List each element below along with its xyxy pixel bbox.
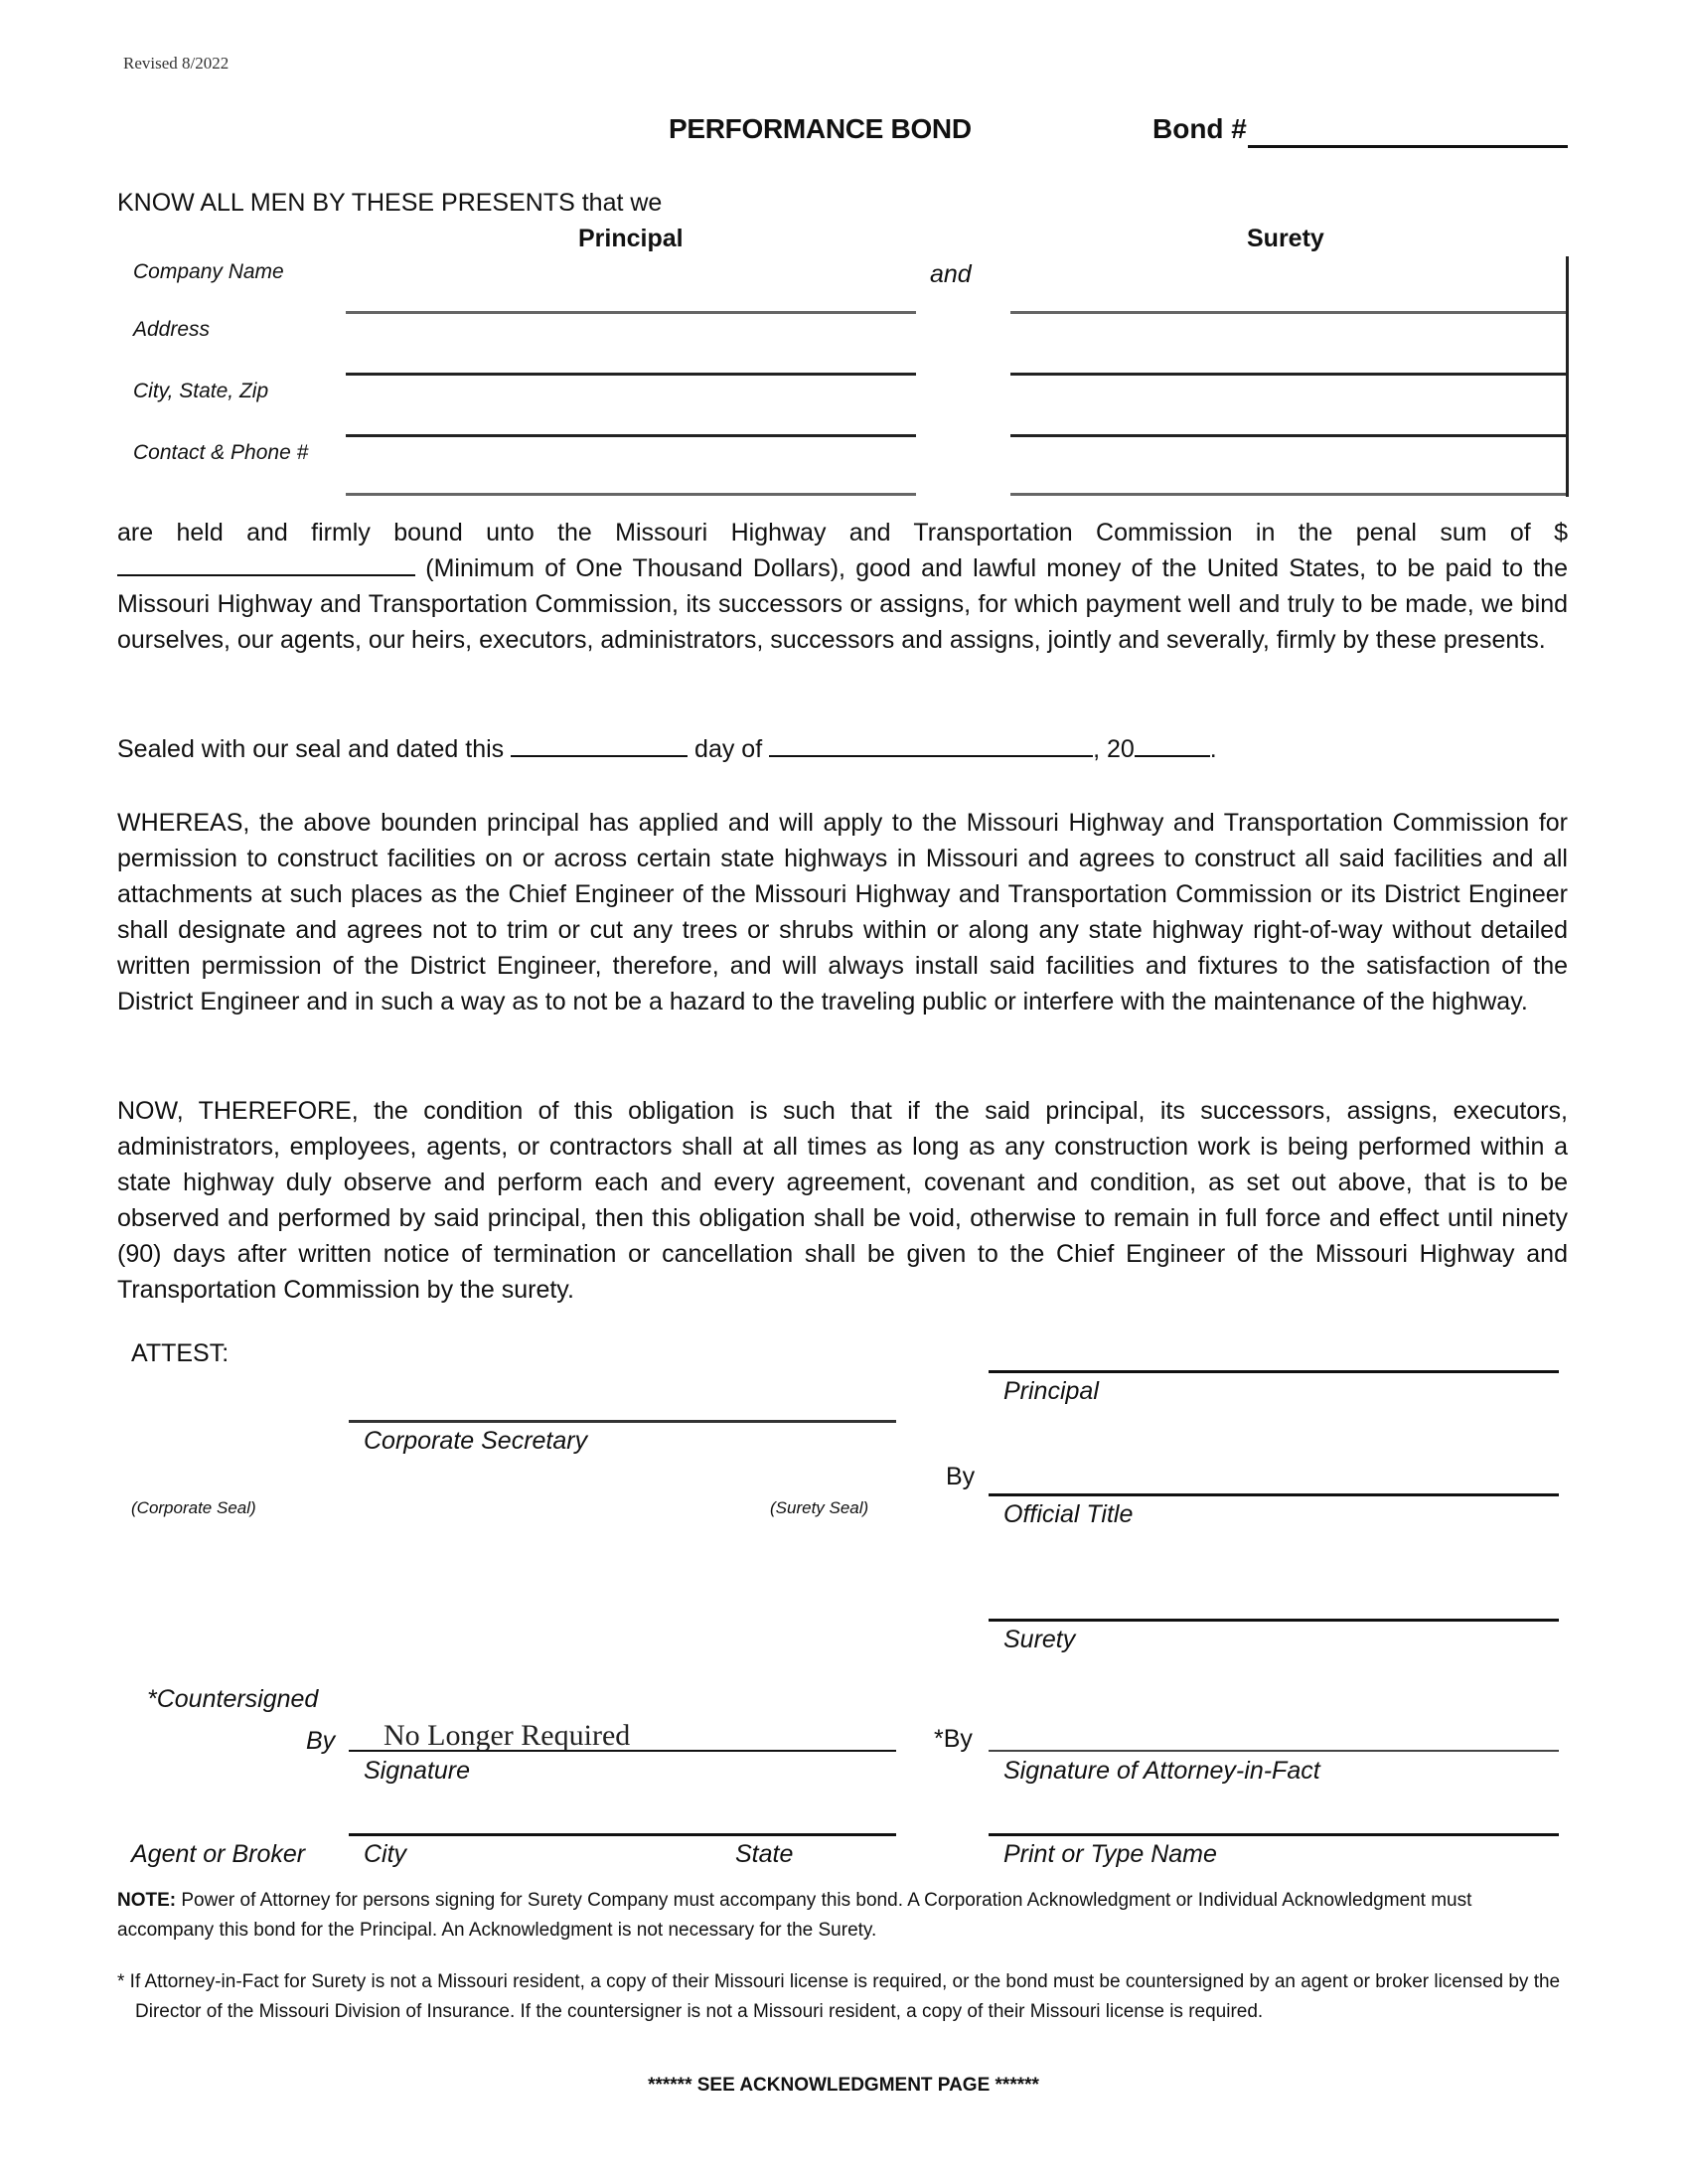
company-name-label: Company Name	[133, 260, 284, 283]
now-therefore-paragraph: NOW, THEREFORE, the condition of this obligation is such that if the said principal, its successors, assigns, executors, administrators, employees, agents, or contractors shall at all times as long as any construction work is being performed within a state highway duly observe and perform each and every agreement, covenant and condition, as set out above, that is to be observed and performed by said principal, then this obligation shall be void, otherwise to remain in full force and effect until ninety (90) days after written notice of termination or cancellation shall be given to the Chief Engineer of the Missouri Highway and Transportation Commission by the surety.	[117, 1097, 1568, 1304]
official-title-caption: Official Title	[1003, 1500, 1134, 1528]
whereas-paragraph: WHEREAS, the above bounden principal has applied and will apply to the Missouri Highway and Transportation Commission for permission to construct facilities on or across certain state highways in Missouri and agrees to construct all said facilities and all attachments at such places as the Chief Engineer of the Missouri Highway and Transportation Commission or its District Engineer shall designate and agrees not to trim or cut any trees or shrubs within or along any state highway right-of-way without detailed written permission of the District Engineer, therefore, and will always install said facilities and fixtures to the satisfaction of the District Engineer and in such a way as to not be a hazard to the traveling public or interfere with the maintenance of the highway.	[117, 809, 1568, 1015]
print-name-caption: Print or Type Name	[1003, 1840, 1217, 1868]
note-label: NOTE:	[117, 1890, 177, 1911]
agent-or-broker-label: Agent or Broker	[131, 1840, 306, 1868]
by-label: By	[946, 1463, 976, 1490]
sealed-day-field[interactable]	[511, 733, 688, 757]
page-title: PERFORMANCE BOND	[669, 113, 972, 144]
sealed-date-line	[117, 733, 1217, 764]
countersigned-by-label: By	[306, 1727, 336, 1755]
attest-label: ATTEST:	[131, 1339, 230, 1367]
year-prefix-text: , 20	[1093, 735, 1135, 763]
surety-caption: Surety	[1003, 1626, 1076, 1653]
intro-text: KNOW ALL MEN BY THESE PRESENTS that we	[117, 189, 663, 217]
address-label: Address	[133, 318, 211, 341]
surety-city-state-zip-field[interactable]	[1010, 434, 1568, 437]
and-label: and	[930, 260, 972, 288]
corporate-seal-label: (Corporate Seal)	[131, 1498, 256, 1517]
attorney-by-label: *By	[934, 1725, 973, 1753]
print-name-field[interactable]	[989, 1833, 1559, 1836]
signature-caption: Signature	[364, 1757, 471, 1785]
principal-address-field[interactable]	[346, 373, 916, 376]
note-paragraph	[117, 1886, 1548, 1946]
countersigned-label: *Countersigned	[147, 1685, 319, 1713]
official-signature-field[interactable]	[989, 1493, 1559, 1496]
principal-signature-field[interactable]	[989, 1370, 1559, 1373]
penal-sum-text-after: (Minimum of One Thousand Dollars), good and lawful money of the United States, to be paid to the Missouri Highway and Transportation Commission, its successors or assigns, for which payment well and truly to be made, we bind ourselves, our agents, our heirs, executors, administrators, successors and assigns, jointly and severally, firmly by these presents.	[117, 554, 1568, 654]
sealed-month-field[interactable]	[769, 733, 1093, 757]
principal-contact-phone-field[interactable]	[346, 493, 916, 496]
revision-date: Revised 8/2022	[123, 54, 230, 73]
footnote-paragraph: * If Attorney-in-Fact for Surety is not a Missouri resident, a copy of their Missouri license is required, or the bond must be countersigned by an agent or broker licensed by the Director of the Missouri Division of Insurance. If the countersigner is not a Missouri resident, a copy of their Missouri license is required.	[117, 1971, 1561, 2022]
principal-company-name-field[interactable]	[346, 311, 916, 314]
city-caption: City	[364, 1840, 407, 1868]
countersigned-signature-value[interactable]: No Longer Required	[383, 1719, 631, 1752]
day-of-text: day of	[688, 735, 770, 763]
see-acknowledgment-page: ****** SEE ACKNOWLEDGMENT PAGE ******	[648, 2075, 1039, 2096]
surety-heading: Surety	[1247, 225, 1324, 252]
state-caption: State	[735, 1840, 794, 1868]
countersigned-signature-line[interactable]	[349, 1750, 896, 1752]
note-text: Power of Attorney for persons signing for Surety Company must accompany this bond. A Corporation Acknowledgment or Individual Acknowledgment must accompany this bond for the Principal. An Acknowledgment is not necessary for the Surety.	[117, 1890, 1472, 1941]
principal-caption: Principal	[1003, 1377, 1099, 1405]
principal-city-state-zip-field[interactable]	[346, 434, 916, 437]
corporate-secretary-caption: Corporate Secretary	[364, 1427, 588, 1455]
attorney-in-fact-signature-field[interactable]	[989, 1750, 1559, 1752]
table-right-border	[1566, 256, 1569, 497]
penal-sum-paragraph	[117, 515, 1568, 658]
city-state-zip-label: City, State, Zip	[133, 380, 269, 402]
penal-sum-amount-field[interactable]	[117, 552, 415, 576]
bond-number-label: Bond #	[1152, 113, 1247, 144]
sealed-text: Sealed with our seal and dated this	[117, 735, 512, 763]
surety-company-name-field[interactable]	[1010, 311, 1568, 314]
agent-city-state-field[interactable]	[349, 1833, 896, 1836]
surety-contact-phone-field[interactable]	[1010, 493, 1568, 496]
corporate-secretary-signature-field[interactable]	[349, 1420, 896, 1423]
period-text: .	[1209, 735, 1217, 763]
principal-heading: Principal	[578, 225, 684, 252]
contact-phone-label: Contact & Phone #	[133, 441, 309, 464]
attorney-in-fact-caption: Signature of Attorney-in-Fact	[1003, 1757, 1320, 1785]
sealed-year-field[interactable]	[1135, 733, 1210, 757]
surety-seal-label: (Surety Seal)	[770, 1498, 869, 1517]
surety-signature-field[interactable]	[989, 1619, 1559, 1622]
penal-sum-text-before: are held and firmly bound unto the Missouri Highway and Transportation Commission in the penal sum of $	[117, 519, 1568, 546]
surety-address-field[interactable]	[1010, 373, 1568, 376]
bond-number-field[interactable]	[1248, 145, 1568, 148]
